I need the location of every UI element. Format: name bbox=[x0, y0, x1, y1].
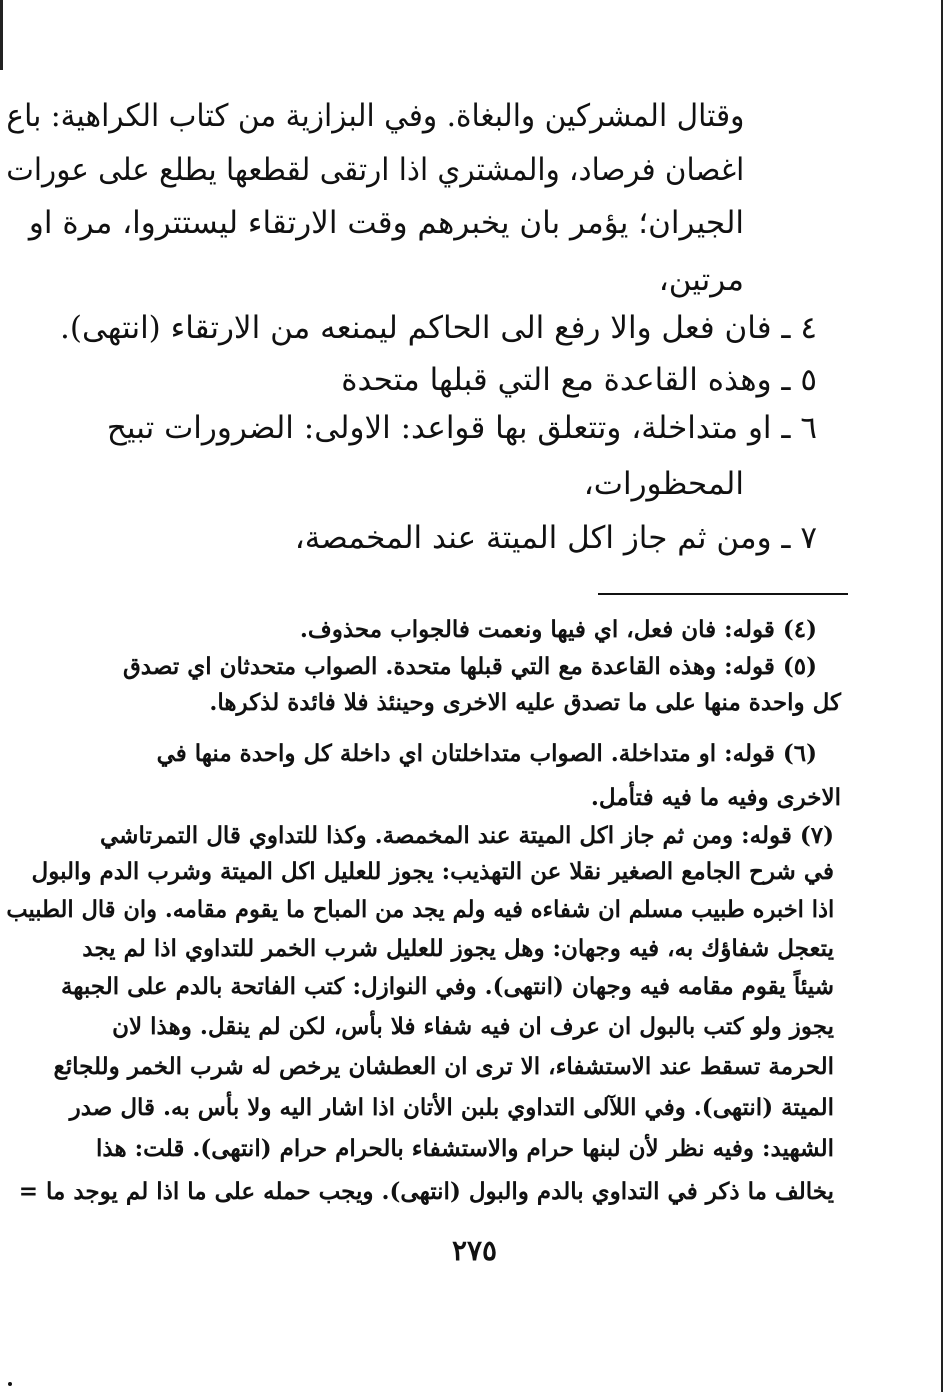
body-line-4: مرتين، bbox=[658, 262, 744, 298]
footnote-line-15: يخالف ما ذكر في التداوي بالدم والبول (انتهى). ويجب حمله على ما اذا لم يوجد ما = bbox=[18, 1178, 834, 1205]
footnote-line-2: (٥) قوله: وهذه القاعدة مع التي قبلها متحدة. الصواب متحدثان اي تصدق bbox=[122, 653, 817, 680]
body-line-2: اغصان فرصاد، والمشتري اذا ارتقى لقطعها يطلع على عورات bbox=[5, 152, 744, 188]
footnote-line-11: يجوز ولو كتب بالبول ان عرف ان فيه شفاء فلا بأس، لكن لم ينقل. وهذا لان bbox=[112, 1013, 834, 1040]
footnote-line-9: يتعجل شفاؤك به، فيه وجهان: وهل يجوز للعليل شرب الخمر للتداوي اذا لم يجد bbox=[82, 935, 834, 962]
body-line-1: وقتال المشركين والبغاة. وفي البزازية من كتاب الكراهية: باع bbox=[5, 98, 744, 134]
body-line-8: المحظورات، bbox=[583, 466, 744, 502]
body-line-7: ٦ ـ او متداخلة، وتتعلق بها قواعد: الاولى: الضرورات تبيح bbox=[106, 410, 817, 446]
footnote-line-5: الاخرى وفيه ما فيه فتأمل. bbox=[590, 784, 841, 811]
footnote-line-10: شيئاً يقوم مقامه فيه وجهان (انتهى). وفي النوازل: كتب الفاتحة بالدم على الجبهة bbox=[60, 973, 834, 1000]
footnote-line-14: الشهيد: وفيه نظر لأن لبنها حرام والاستشفاء بالحرام حرام (انتهى). قلت: هذا bbox=[96, 1135, 834, 1162]
footnote-line-12: الحرمة تسقط عند الاستشفاء، الا ترى ان العطشان يرخص له شرب الخمر وللجائع bbox=[53, 1053, 834, 1080]
page-edge-left bbox=[0, 0, 3, 70]
scan-speck bbox=[8, 1382, 12, 1386]
page-number: ٢٧٥ bbox=[451, 1234, 498, 1267]
body-line-6: ٥ ـ وهذه القاعدة مع التي قبلها متحدة bbox=[341, 362, 817, 398]
footnote-separator bbox=[598, 593, 848, 595]
page-edge-right bbox=[941, 0, 943, 1392]
footnote-line-7: في شرح الجامع الصغير نقلا عن التهذيب: يجوز للعليل اكل الميتة وشرب الدم والبول bbox=[31, 858, 834, 885]
footnote-line-6: (٧) قوله: ومن ثم جاز اكل الميتة عند المخمصة. وكذا للتداوي قال التمرتاشي bbox=[100, 822, 834, 849]
footnote-line-8: اذا اخبره طبيب مسلم ان شفاءه فيه ولم يجد من المباح ما يقوم مقامه. وان قال الطبيب bbox=[6, 896, 834, 923]
footnote-line-1: (٤) قوله: فان فعل، اي فيها ونعمت فالجواب محذوف. bbox=[299, 616, 817, 643]
footnote-line-3: كل واحدة منها على ما تصدق عليه الاخرى وحينئذ فلا فائدة لذكرها. bbox=[209, 689, 841, 716]
footnote-line-4: (٦) قوله: او متداخلة. الصواب متداخلتان اي داخلة كل واحدة منها في bbox=[156, 740, 817, 767]
footnote-line-13: الميتة (انتهى). وفي اللآلى التداوي بلبن الأتان اذا اشار اليه ولا بأس به. قال صدر bbox=[69, 1094, 834, 1121]
body-line-9: ٧ ـ ومن ثم جاز اكل الميتة عند المخمصة، bbox=[294, 520, 817, 556]
body-line-5: ٤ ـ فان فعل والا رفع الى الحاكم ليمنعه من الارتقاء (انتهى). bbox=[60, 310, 817, 346]
body-line-3: الجيران؛ يؤمر بان يخبرهم وقت الارتقاء ليستتروا، مرة او bbox=[28, 205, 744, 241]
